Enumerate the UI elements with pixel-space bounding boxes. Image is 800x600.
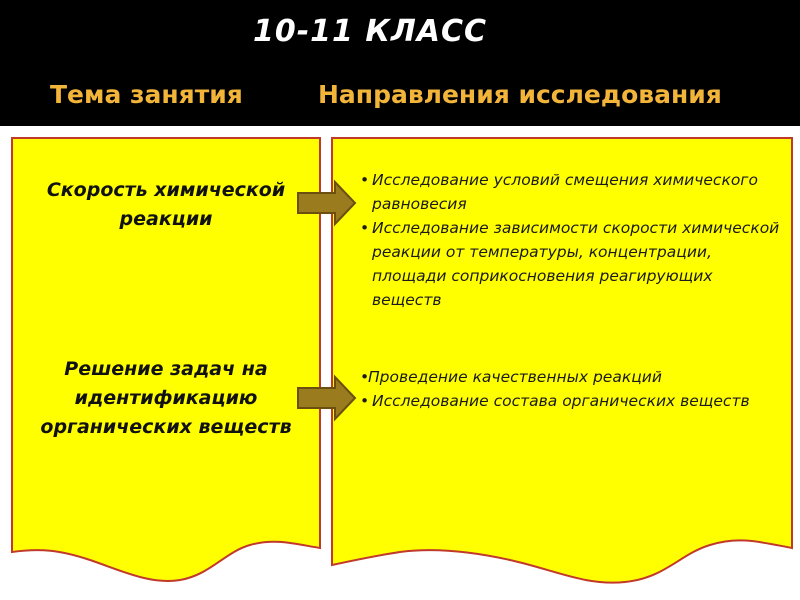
topic-1-directions (360, 168, 785, 312)
direction-item: • Проведение качественных реакций (360, 365, 760, 389)
page-title: 10-11 КЛАСС (252, 14, 488, 49)
direction-item: • Исследование зависимости скорости химической реакции от температуры, концентрации, площади соприкосновения реагирующих веществ (360, 216, 785, 312)
topic-1-label: Скорость химической реакции (46, 179, 286, 230)
direction-item: • Исследование состава органических веществ (360, 389, 760, 413)
topic-2-label: Решение задач на идентификацию органических веществ (40, 358, 292, 438)
direction-item: • Исследование условий смещения химического равновесия (360, 168, 785, 216)
left-column-title: Тема занятия (50, 80, 243, 109)
right-column-title: Направления исследования (318, 80, 722, 109)
topic-2-directions (360, 365, 760, 413)
